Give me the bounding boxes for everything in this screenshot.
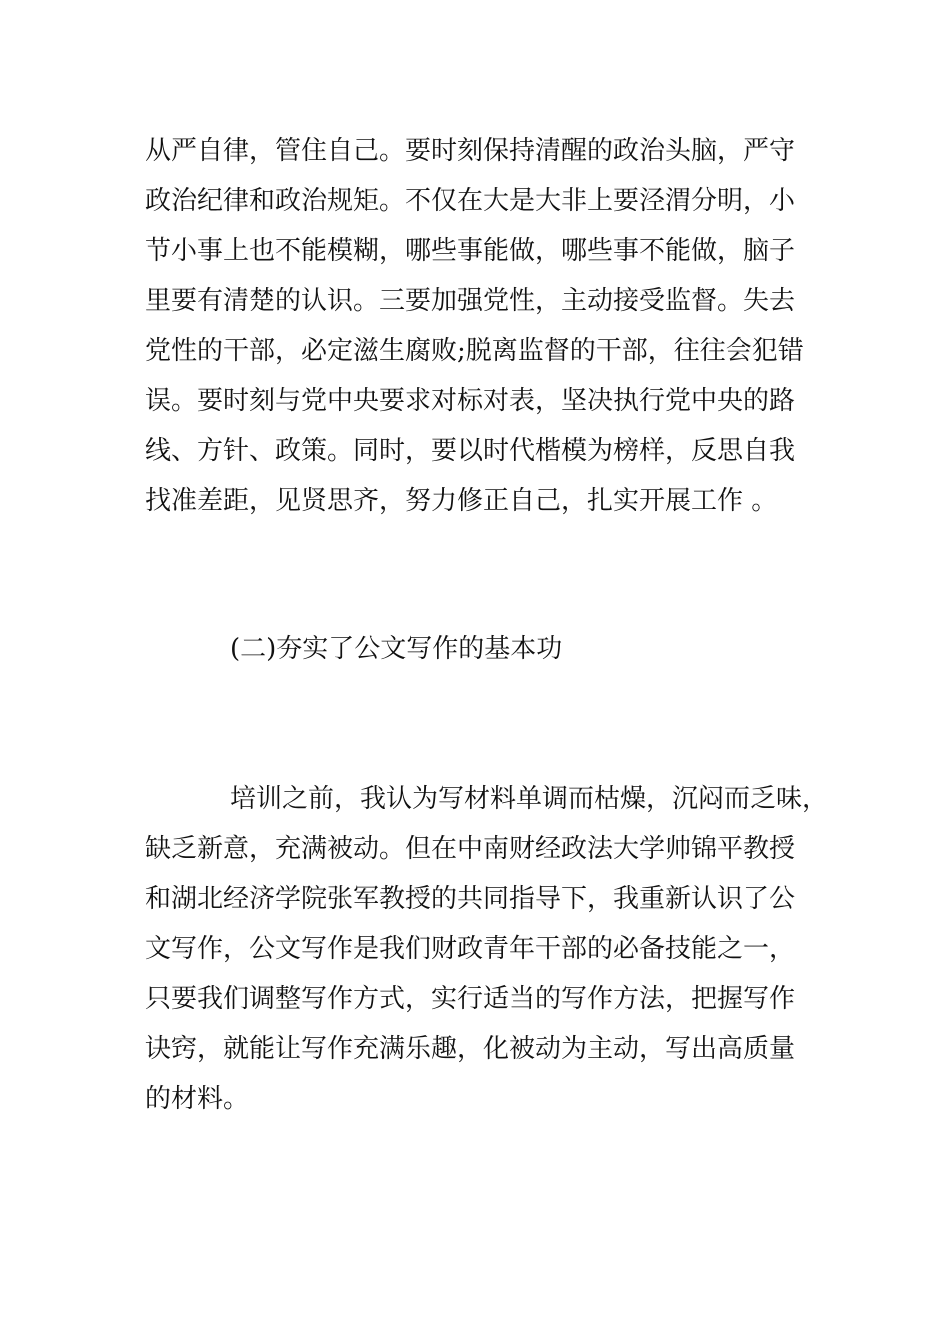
paragraph-2-line-2: 缺乏新意，充满被动。但在中南财经政法大学帅锦平教授 <box>145 834 796 864</box>
section-heading: (二)夯实了公文写作的基本功 <box>230 634 563 664</box>
paragraph-1-line-3: 节小事上也不能模糊，哪些事能做，哪些事不能做，脑子 <box>145 236 796 266</box>
paragraph-1-line-8: 找准差距，见贤思齐，努力修正自己，扎实开展工作 。 <box>145 486 778 516</box>
paragraph-2-line-1: 培训之前，我认为写材料单调而枯燥，沉闷而乏味， <box>230 784 829 814</box>
paragraph-2-line-6: 诀窍，就能让写作充满乐趣，化被动为主动，写出高质量 <box>145 1034 796 1064</box>
paragraph-1-line-1: 从严自律，管住自己。要时刻保持清醒的政治头脑，严守 <box>145 136 796 166</box>
paragraph-1-line-6: 误。要时刻与党中央要求对标对表，坚决执行党中央的路 <box>145 386 796 416</box>
paragraph-1-line-4: 里要有清楚的认识。三要加强党性，主动接受监督。失去 <box>145 286 796 316</box>
paragraph-2-line-7: 的材料。 <box>145 1084 250 1114</box>
paragraph-2-line-3: 和湖北经济学院张军教授的共同指导下，我重新认识了公 <box>145 884 796 914</box>
paragraph-2-line-5: 只要我们调整写作方式，实行适当的写作方法，把握写作 <box>145 984 796 1014</box>
paragraph-1-line-7: 线、方针、政策。同时，要以时代楷模为榜样，反思自我 <box>145 436 796 466</box>
paragraph-2-line-4: 文写作，公文写作是我们财政青年干部的必备技能之一， <box>145 934 796 964</box>
paragraph-1-line-2: 政治纪律和政治规矩。不仅在大是大非上要泾渭分明，小 <box>145 186 796 216</box>
paragraph-1-line-5: 党性的干部，必定滋生腐败;脱离监督的干部，往往会犯错 <box>145 336 804 366</box>
